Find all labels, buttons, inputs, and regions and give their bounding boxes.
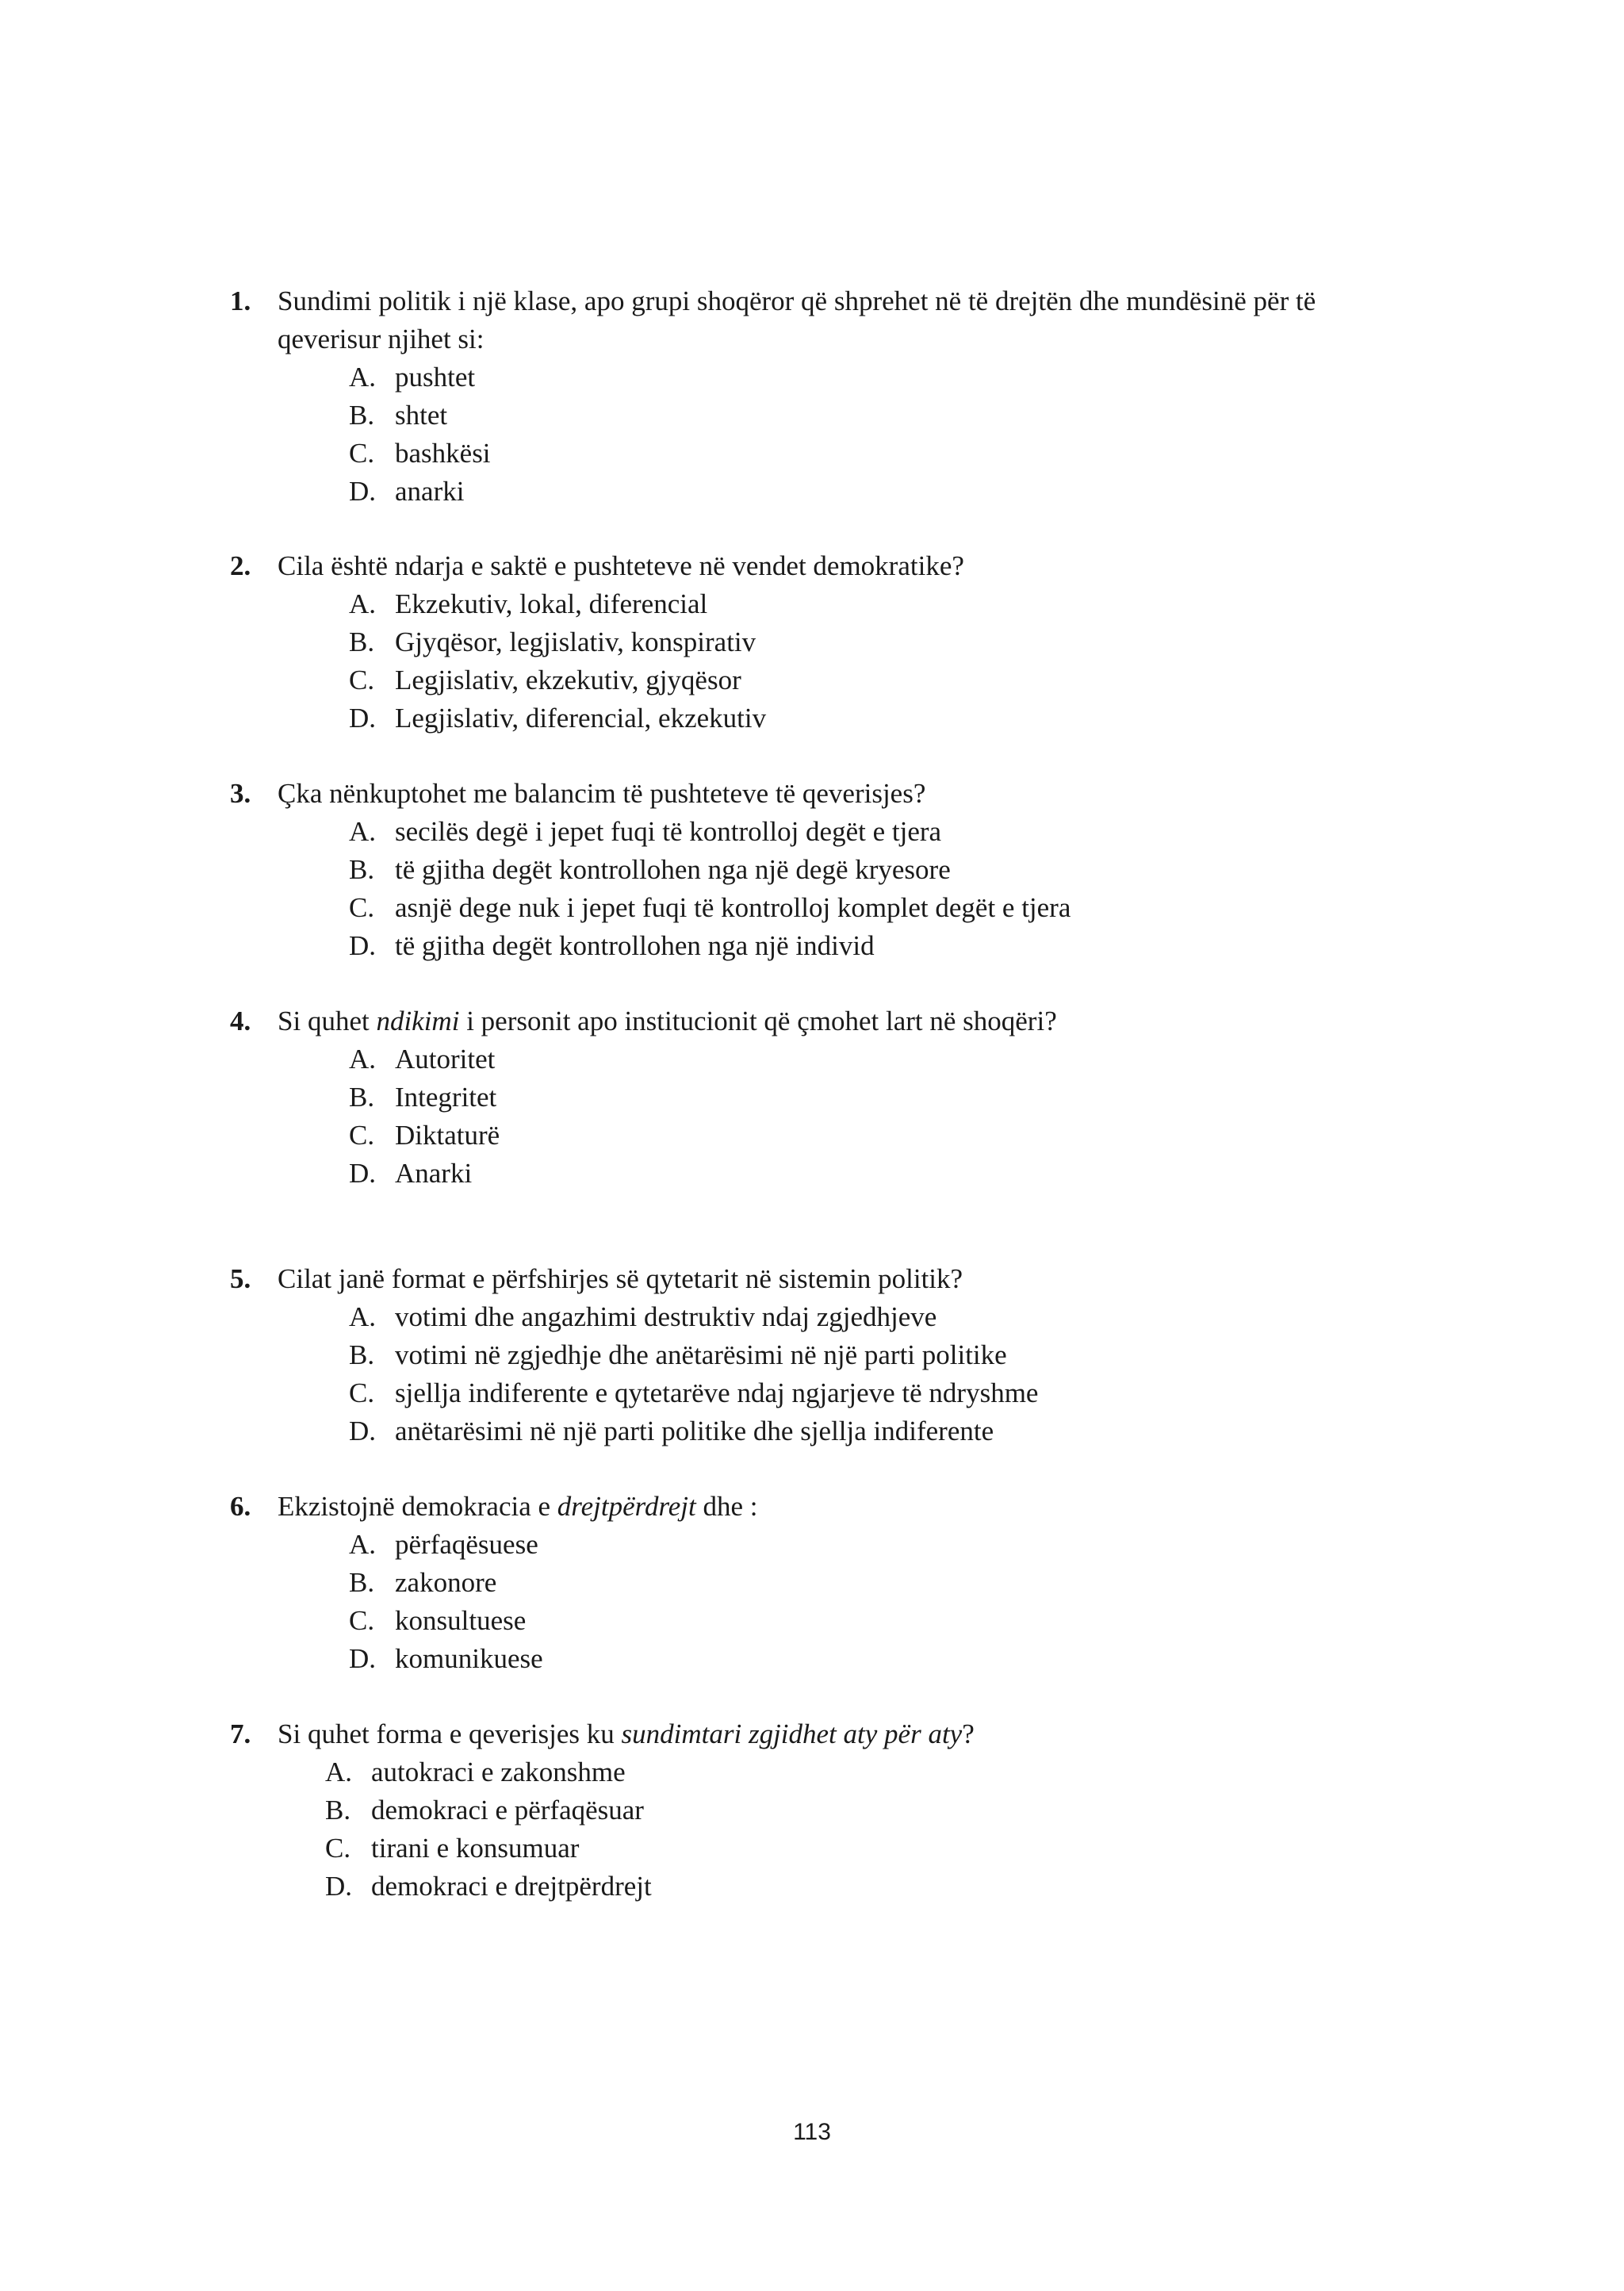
option-text: votimi në zgjedhje dhe anëtarësimi në një parti politike bbox=[395, 1339, 1007, 1370]
question-text: Çka nënkuptohet me balancim të pushteteve të qeverisjes? bbox=[278, 778, 926, 809]
option-c bbox=[349, 889, 1404, 927]
option-letter: A. bbox=[349, 362, 377, 393]
option-d bbox=[349, 1155, 1404, 1193]
option-letter: B. bbox=[349, 1339, 375, 1370]
option-letter: D. bbox=[349, 1416, 377, 1446]
option-a bbox=[349, 1298, 1404, 1336]
option-d bbox=[349, 699, 1404, 737]
question-text bbox=[278, 1002, 1404, 1040]
option-letter: C. bbox=[349, 1120, 375, 1151]
option-list bbox=[349, 585, 1404, 737]
option-d bbox=[349, 1640, 1404, 1678]
option-letter: C. bbox=[325, 1833, 351, 1864]
question-1 bbox=[230, 282, 1404, 511]
option-b bbox=[325, 1791, 1404, 1829]
question-text-part: Si quhet forma e qeverisjes ku bbox=[278, 1718, 622, 1749]
question-text-part: Ekzistojnë demokracia e bbox=[278, 1491, 557, 1522]
option-list bbox=[349, 813, 1404, 965]
question-text-emphasis: ndikimi bbox=[376, 1006, 460, 1036]
option-letter: A. bbox=[349, 1301, 377, 1332]
option-text: Ekzekutiv, lokal, diferencial bbox=[395, 588, 708, 619]
question-number: 5. bbox=[230, 1263, 251, 1294]
option-d bbox=[349, 1412, 1404, 1450]
option-b bbox=[349, 851, 1404, 889]
option-letter: C. bbox=[349, 892, 375, 923]
option-text: konsultuese bbox=[395, 1605, 527, 1636]
question-number: 6. bbox=[230, 1491, 251, 1522]
option-c bbox=[349, 661, 1404, 699]
question-4 bbox=[230, 1002, 1404, 1193]
option-a bbox=[349, 1040, 1404, 1078]
option-text: bashkësi bbox=[395, 438, 491, 469]
option-a bbox=[349, 358, 1404, 397]
option-c bbox=[325, 1829, 1404, 1868]
option-letter: C. bbox=[349, 1605, 375, 1636]
option-letter: A. bbox=[349, 816, 377, 847]
question-text: Cilat janë format e përfshirjes së qytetarit në sistemin politik? bbox=[278, 1263, 963, 1294]
option-letter: A. bbox=[349, 1529, 377, 1560]
option-a bbox=[325, 1753, 1404, 1791]
option-text: zakonore bbox=[395, 1567, 497, 1598]
option-letter: D. bbox=[349, 1643, 377, 1674]
option-list bbox=[349, 358, 1404, 511]
question-text bbox=[278, 1715, 1404, 1753]
option-letter: D. bbox=[349, 476, 377, 507]
option-c bbox=[349, 1117, 1404, 1155]
question-number: 2. bbox=[230, 550, 251, 581]
option-c bbox=[349, 435, 1404, 473]
option-letter: D. bbox=[325, 1871, 353, 1902]
option-text: anarki bbox=[395, 476, 465, 507]
option-letter: D. bbox=[349, 930, 377, 961]
option-text: sjellja indiferente e qytetarëve ndaj ngjarjeve të ndryshme bbox=[395, 1377, 1039, 1408]
option-b bbox=[349, 1564, 1404, 1602]
option-text: asnjë dege nuk i jepet fuqi të kontrolloj komplet degët e tjera bbox=[395, 892, 1071, 923]
option-d bbox=[349, 927, 1404, 965]
option-text: Legjislativ, diferencial, ekzekutiv bbox=[395, 703, 767, 734]
option-text: votimi dhe angazhimi destruktiv ndaj zgjedhjeve bbox=[395, 1301, 937, 1332]
question-text bbox=[278, 1488, 1404, 1526]
option-a bbox=[349, 813, 1404, 851]
option-letter: C. bbox=[349, 665, 375, 695]
option-text: Anarki bbox=[395, 1158, 473, 1189]
option-text: Autoritet bbox=[395, 1044, 496, 1075]
question-text: Sundimi politik i një klase, apo grupi shoqëror që shprehet në të drejtën dhe mundësinë për të qeverisur njihet si: bbox=[278, 285, 1316, 354]
option-letter: A. bbox=[325, 1757, 353, 1787]
option-letter: B. bbox=[325, 1795, 351, 1826]
option-b bbox=[349, 623, 1404, 661]
question-7 bbox=[230, 1715, 1404, 1906]
option-text: demokraci e përfaqësuar bbox=[371, 1795, 644, 1826]
option-c bbox=[349, 1602, 1404, 1640]
option-a bbox=[349, 585, 1404, 623]
option-list bbox=[349, 1040, 1404, 1193]
question-2 bbox=[230, 547, 1404, 737]
option-d bbox=[349, 473, 1404, 511]
option-list bbox=[325, 1753, 1404, 1906]
option-text: komunikuese bbox=[395, 1643, 543, 1674]
option-b bbox=[349, 397, 1404, 435]
option-text: të gjitha degët kontrollohen nga një individ bbox=[395, 930, 875, 961]
option-text: demokraci e drejtpërdrejt bbox=[371, 1871, 652, 1902]
option-letter: B. bbox=[349, 1082, 375, 1113]
question-text-part: Si quhet bbox=[278, 1006, 377, 1036]
option-letter: B. bbox=[349, 400, 375, 431]
option-b bbox=[349, 1078, 1404, 1117]
option-letter: B. bbox=[349, 626, 375, 657]
option-text: secilës degë i jepet fuqi të kontrolloj degët e tjera bbox=[395, 816, 942, 847]
question-number: 7. bbox=[230, 1718, 251, 1749]
question-text-part: dhe : bbox=[695, 1491, 758, 1522]
option-text: anëtarësimi në një parti politike dhe sjellja indiferente bbox=[395, 1416, 994, 1446]
option-text: të gjitha degët kontrollohen nga një degë kryesore bbox=[395, 854, 951, 885]
option-letter: A. bbox=[349, 1044, 377, 1075]
option-list bbox=[349, 1526, 1404, 1678]
option-letter: D. bbox=[349, 1158, 377, 1189]
option-text: Diktaturë bbox=[395, 1120, 500, 1151]
question-number: 4. bbox=[230, 1006, 251, 1036]
page-number: 113 bbox=[793, 2119, 831, 2145]
question-6 bbox=[230, 1488, 1404, 1678]
option-text: tirani e konsumuar bbox=[371, 1833, 580, 1864]
option-letter: A. bbox=[349, 588, 377, 619]
option-text: pushtet bbox=[395, 362, 476, 393]
option-text: autokraci e zakonshme bbox=[371, 1757, 626, 1787]
option-text: Legjislativ, ekzekutiv, gjyqësor bbox=[395, 665, 741, 695]
question-text: Cila është ndarja e saktë e pushteteve në vendet demokratike? bbox=[278, 550, 964, 581]
option-text: shtet bbox=[395, 400, 448, 431]
option-text: përfaqësuese bbox=[395, 1529, 538, 1560]
option-c bbox=[349, 1374, 1404, 1412]
option-letter: C. bbox=[349, 438, 375, 469]
question-number: 3. bbox=[230, 778, 251, 809]
question-text-emphasis: sundimtari zgjidhet aty për aty bbox=[621, 1718, 963, 1749]
option-b bbox=[349, 1336, 1404, 1374]
option-letter: B. bbox=[349, 1567, 375, 1598]
option-letter: B. bbox=[349, 854, 375, 885]
option-text: Gjyqësor, legjislativ, konspirativ bbox=[395, 626, 756, 657]
question-3 bbox=[230, 775, 1404, 965]
option-list bbox=[349, 1298, 1404, 1450]
question-text-part: ? bbox=[962, 1718, 975, 1749]
option-text: Integritet bbox=[395, 1082, 497, 1113]
option-letter: C. bbox=[349, 1377, 375, 1408]
question-text-emphasis: drejtpërdrejt bbox=[557, 1491, 696, 1522]
option-letter: D. bbox=[349, 703, 377, 734]
option-a bbox=[349, 1526, 1404, 1564]
question-number: 1. bbox=[230, 285, 251, 316]
question-text-part: i personit apo institucionit që çmohet lart në shoqëri? bbox=[459, 1006, 1057, 1036]
question-5 bbox=[230, 1260, 1404, 1450]
option-d bbox=[325, 1868, 1404, 1906]
